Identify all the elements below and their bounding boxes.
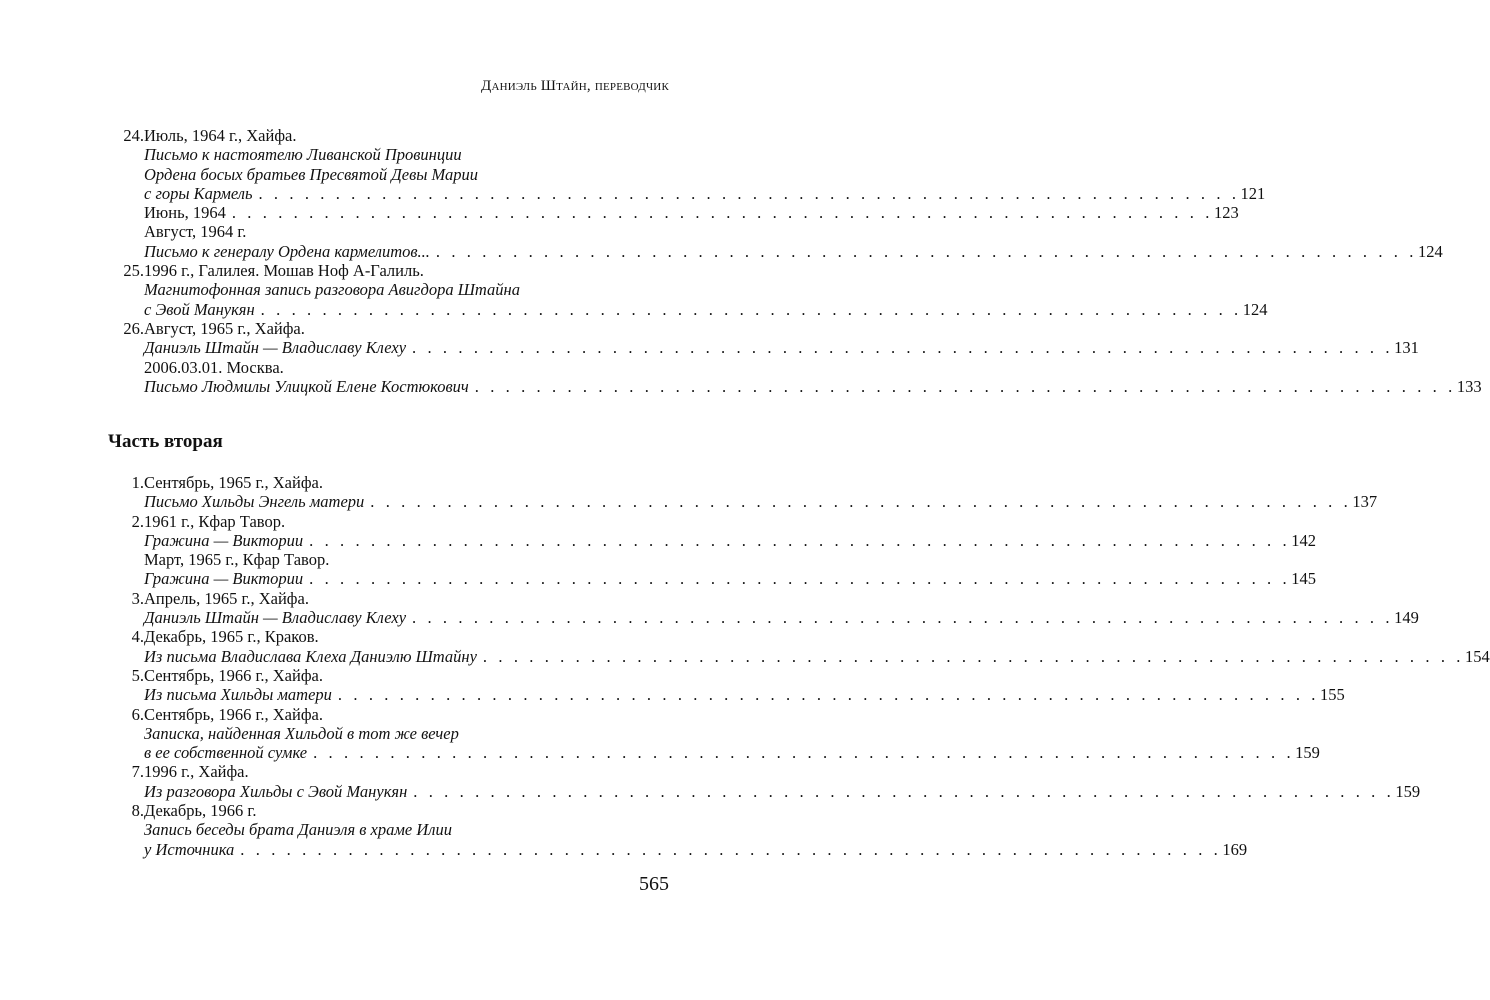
toc-entry (108, 241, 1443, 261)
toc-entry-title: Даниэль Штайн — Владиславу Клеху (144, 608, 407, 628)
toc-entry (108, 512, 669, 531)
toc-entry-number (108, 165, 144, 184)
toc-entry (108, 743, 1320, 763)
toc-entry-title: Сентябрь, 1966 г., Хайфа. (144, 704, 323, 724)
toc-leader-dots: . . . . . . . . . . . . . . . . . . . . . . . . . . . . . . . . . . . . . . . . . . . . . . . . . . . . . . . . . . . . . . . . (240, 839, 1222, 859)
running-head: Даниэль Штайн, переводчик (481, 78, 669, 94)
toc-entry-title: Июнь, 1964 (144, 203, 226, 223)
toc-entry (108, 280, 669, 299)
toc-entry-number (108, 840, 144, 859)
toc-entry (108, 261, 669, 280)
toc-leader-dots: . . . . . . . . . . . . . . . . . . . . . . . . . . . . . . . . . . . . . . . . . . . . . . . . . . . . . . . . . . . . . . . . (260, 299, 1242, 319)
toc-entry-title: у Источника (144, 839, 235, 859)
toc-entry (108, 608, 1419, 628)
toc-entry (108, 203, 1239, 223)
toc-entry-page: 123 (1213, 203, 1239, 223)
toc-entry-title: Даниэль Штайн — Владиславу Клеху (144, 338, 407, 358)
toc-entry-number (108, 338, 144, 357)
toc-leader-dots: . . . . . . . . . . . . . . . . . . . . . . . . . . . . . . . . . . . . . . . . . . . . . . . . . . . . . . . . . . . . . . . . (370, 492, 1352, 512)
toc-leader-dots: . . . . . . . . . . . . . . . . . . . . . . . . . . . . . . . . . . . . . . . . . . . . . . . . . . . . . . . . . . . . . . . . (482, 646, 1464, 666)
toc-leader-dots: . . . . . . . . . . . . . . . . . . . . . . . . . . . . . . . . . . . . . . . . . . . . . . . . . . . . . . . . . . . . . . . . (435, 241, 1417, 261)
toc-entry-number (108, 647, 144, 666)
toc-entry-title: Апрель, 1965 г., Хайфа. (144, 588, 309, 608)
toc-entry-title: Июль, 1964 г., Хайфа. (144, 126, 297, 145)
toc-entry (108, 338, 1419, 358)
toc-leader-dots: . . . . . . . . . . . . . . . . . . . . . . . . . . . . . . . . . . . . . . . . . . . . . . . . . . . . . . . . . . . . . . . . (413, 781, 1395, 801)
toc-entry-title: с Эвой Манукян (144, 299, 255, 319)
toc-entry (108, 358, 669, 377)
toc-entry (108, 145, 669, 164)
toc-entry-number: 6. (131, 704, 144, 724)
toc-entry-number (108, 280, 144, 299)
toc-entry-number (108, 550, 144, 569)
toc-entry (108, 569, 1316, 589)
toc-entry-number (108, 743, 144, 762)
toc-leader-dots: . . . . . . . . . . . . . . . . . . . . . . . . . . . . . . . . . . . . . . . . . . . . . . . . . . . . . . . . . . . . . . . . (337, 685, 1319, 705)
toc-entry (108, 530, 1316, 550)
toc-entry (108, 781, 1421, 801)
toc-entry-title: Сентябрь, 1966 г., Хайфа. (144, 665, 323, 685)
toc-leader-dots: . . . . . . . . . . . . . . . . . . . . . . . . . . . . . . . . . . . . . . . . . . . . . . . . . . . . . . . . . . . . . . . . (309, 569, 1291, 589)
toc-entry (108, 550, 669, 569)
toc-entry-page: 159 (1395, 781, 1421, 801)
toc-entry-page: 159 (1295, 743, 1320, 763)
toc-entry-page: 169 (1222, 839, 1248, 859)
toc-entry-number: 4. (131, 627, 144, 647)
toc-entry-title: Март, 1965 г., Кфар Тавор. (144, 550, 330, 570)
toc-entry (108, 473, 669, 492)
toc-entry (108, 705, 669, 724)
toc-entry-number (108, 569, 144, 588)
toc-entry-number (108, 782, 144, 801)
toc-entry-number (108, 300, 144, 319)
toc-entry-title: в ее собственной сумке (144, 743, 308, 763)
toc-entry-page: 124 (1417, 241, 1443, 261)
toc-entry-title: Магнитофонная запись разговора Авигдора Штайна (144, 280, 520, 300)
toc-entry-number: 26. (123, 318, 144, 338)
toc-entry-title: Записка, найденная Хильдой в тот же вечер (144, 723, 459, 743)
toc-entry-page: 142 (1291, 530, 1316, 550)
toc-entry-title: Из письма Владислава Клеха Даниэлю Штайну (144, 646, 477, 666)
toc-entry-title: 2006.03.01. Москва. (144, 357, 284, 377)
toc-leader-dots: . . . . . . . . . . . . . . . . . . . . . . . . . . . . . . . . . . . . . . . . . . . . . . . . . . . . . . . . . . . . . . . . (474, 376, 1456, 396)
toc-entry-title: Ордена босых братьев Пресвятой Девы Марии (144, 164, 479, 184)
toc-entry-page: 154 (1465, 646, 1490, 666)
toc-entry-number (108, 242, 144, 261)
toc-entry (108, 801, 669, 820)
toc-leader-dots: . . . . . . . . . . . . . . . . . . . . . . . . . . . . . . . . . . . . . . . . . . . . . . . . . . . . . . . . . . . . . . . . (309, 530, 1291, 550)
toc-entry-title: 1996 г., Галилея. Мошав Ноф А-Галиль. (144, 261, 424, 281)
toc-entry-title: Запись беседы брата Даниэля в храме Илии (144, 820, 452, 840)
toc-entry (108, 492, 1378, 512)
toc-entry (108, 685, 1345, 705)
toc-entry-title: Август, 1964 г. (144, 222, 247, 242)
toc-entry-title: Из разговора Хильды с Эвой Манукян (144, 781, 408, 801)
toc-entry-title: Декабрь, 1966 г. (144, 801, 257, 821)
toc-entry-number: 25. (123, 261, 144, 281)
toc-entry-title: Письмо Хильды Энгель матери (144, 492, 365, 512)
toc-entry-title: Гражина — Виктории (144, 530, 304, 550)
toc-entry (108, 589, 669, 608)
toc-entry (108, 724, 669, 743)
toc-entry-title: Письмо Людмилы Улицкой Елене Костюкович (144, 376, 469, 396)
toc-entry-title: Август, 1965 г., Хайфа. (144, 318, 305, 338)
toc-entry-number (108, 608, 144, 627)
toc-entry (108, 666, 669, 685)
toc-entry-number (108, 820, 144, 839)
toc-entry-title: Декабрь, 1965 г., Краков. (144, 627, 319, 647)
toc-entry-page: 131 (1394, 338, 1419, 358)
toc-entry-title: Сентябрь, 1965 г., Хайфа. (144, 473, 323, 492)
toc-entry-number: 3. (131, 588, 144, 608)
toc-entry-page: 137 (1352, 492, 1378, 512)
toc-entry-number (108, 184, 144, 203)
toc-entry (108, 762, 669, 781)
toc-entry-number (108, 145, 144, 164)
toc-entry (108, 376, 1482, 396)
page-number: 565 (639, 873, 669, 895)
toc-entry-number: 24. (123, 126, 144, 145)
toc-entry-page: 149 (1394, 608, 1419, 628)
toc-entry-number (108, 358, 144, 377)
toc-entry-number (108, 377, 144, 396)
toc-entry (108, 319, 669, 338)
toc-entry-number: 1. (131, 473, 144, 492)
toc-entry (108, 299, 1268, 319)
toc-entry-page: 133 (1456, 376, 1482, 396)
toc-leader-dots: . . . . . . . . . . . . . . . . . . . . . . . . . . . . . . . . . . . . . . . . . . . . . . . . . . . . . . . . . . . . . . . . (258, 183, 1240, 203)
section-title: Часть вторая (108, 431, 223, 452)
toc-entry-number: 2. (131, 511, 144, 531)
toc-entry-title: Письмо к генералу Ордена кармелитов... (144, 241, 430, 261)
toc-entry (108, 126, 669, 145)
toc-entry-title: Из письма Хильды матери (144, 685, 332, 705)
toc-entry-number (108, 531, 144, 550)
toc-entry-number (108, 685, 144, 704)
toc-entry-title: с горы Кармель (144, 183, 253, 203)
toc-entry-title: Гражина — Виктории (144, 569, 304, 589)
toc-entry (108, 627, 669, 646)
toc-entry-number: 7. (131, 762, 144, 782)
toc-leader-dots: . . . . . . . . . . . . . . . . . . . . . . . . . . . . . . . . . . . . . . . . . . . . . . . . . . . . . . . . . . . . . . . . (313, 743, 1295, 763)
toc-part-two (108, 473, 1490, 859)
toc-entry-page: 124 (1242, 299, 1268, 319)
toc-entry-number: 5. (131, 665, 144, 685)
toc-entry-number (108, 724, 144, 743)
toc-entry-page: 155 (1320, 685, 1345, 705)
toc-entry (108, 183, 1266, 203)
toc-entry-number: 8. (131, 801, 144, 821)
toc-entry-number (108, 203, 144, 222)
toc-leader-dots: . . . . . . . . . . . . . . . . . . . . . . . . . . . . . . . . . . . . . . . . . . . . . . . . . . . . . . . . . . . . . . . . (231, 203, 1213, 223)
toc-leader-dots: . . . . . . . . . . . . . . . . . . . . . . . . . . . . . . . . . . . . . . . . . . . . . . . . . . . . . . . . . . . . . . . . (412, 608, 1394, 628)
toc-entry (108, 820, 669, 839)
toc-leader-dots: . . . . . . . . . . . . . . . . . . . . . . . . . . . . . . . . . . . . . . . . . . . . . . . . . . . . . . . . . . . . . . . . (412, 338, 1394, 358)
toc-entry (108, 165, 669, 184)
toc-part-one (108, 126, 1482, 396)
toc-entry-page: 145 (1291, 569, 1316, 589)
toc-entry (108, 222, 669, 241)
toc-entry (108, 646, 1490, 666)
toc-entry (108, 839, 1248, 859)
toc-entry-number (108, 222, 144, 241)
toc-entry-title: 1996 г., Хайфа. (144, 762, 249, 782)
toc-entry-number (108, 492, 144, 511)
toc-entry-page: 121 (1240, 183, 1266, 203)
toc-entry-title: Письмо к настоятелю Ливанской Провинции (144, 145, 462, 165)
toc-entry-title: 1961 г., Кфар Тавор. (144, 511, 286, 531)
